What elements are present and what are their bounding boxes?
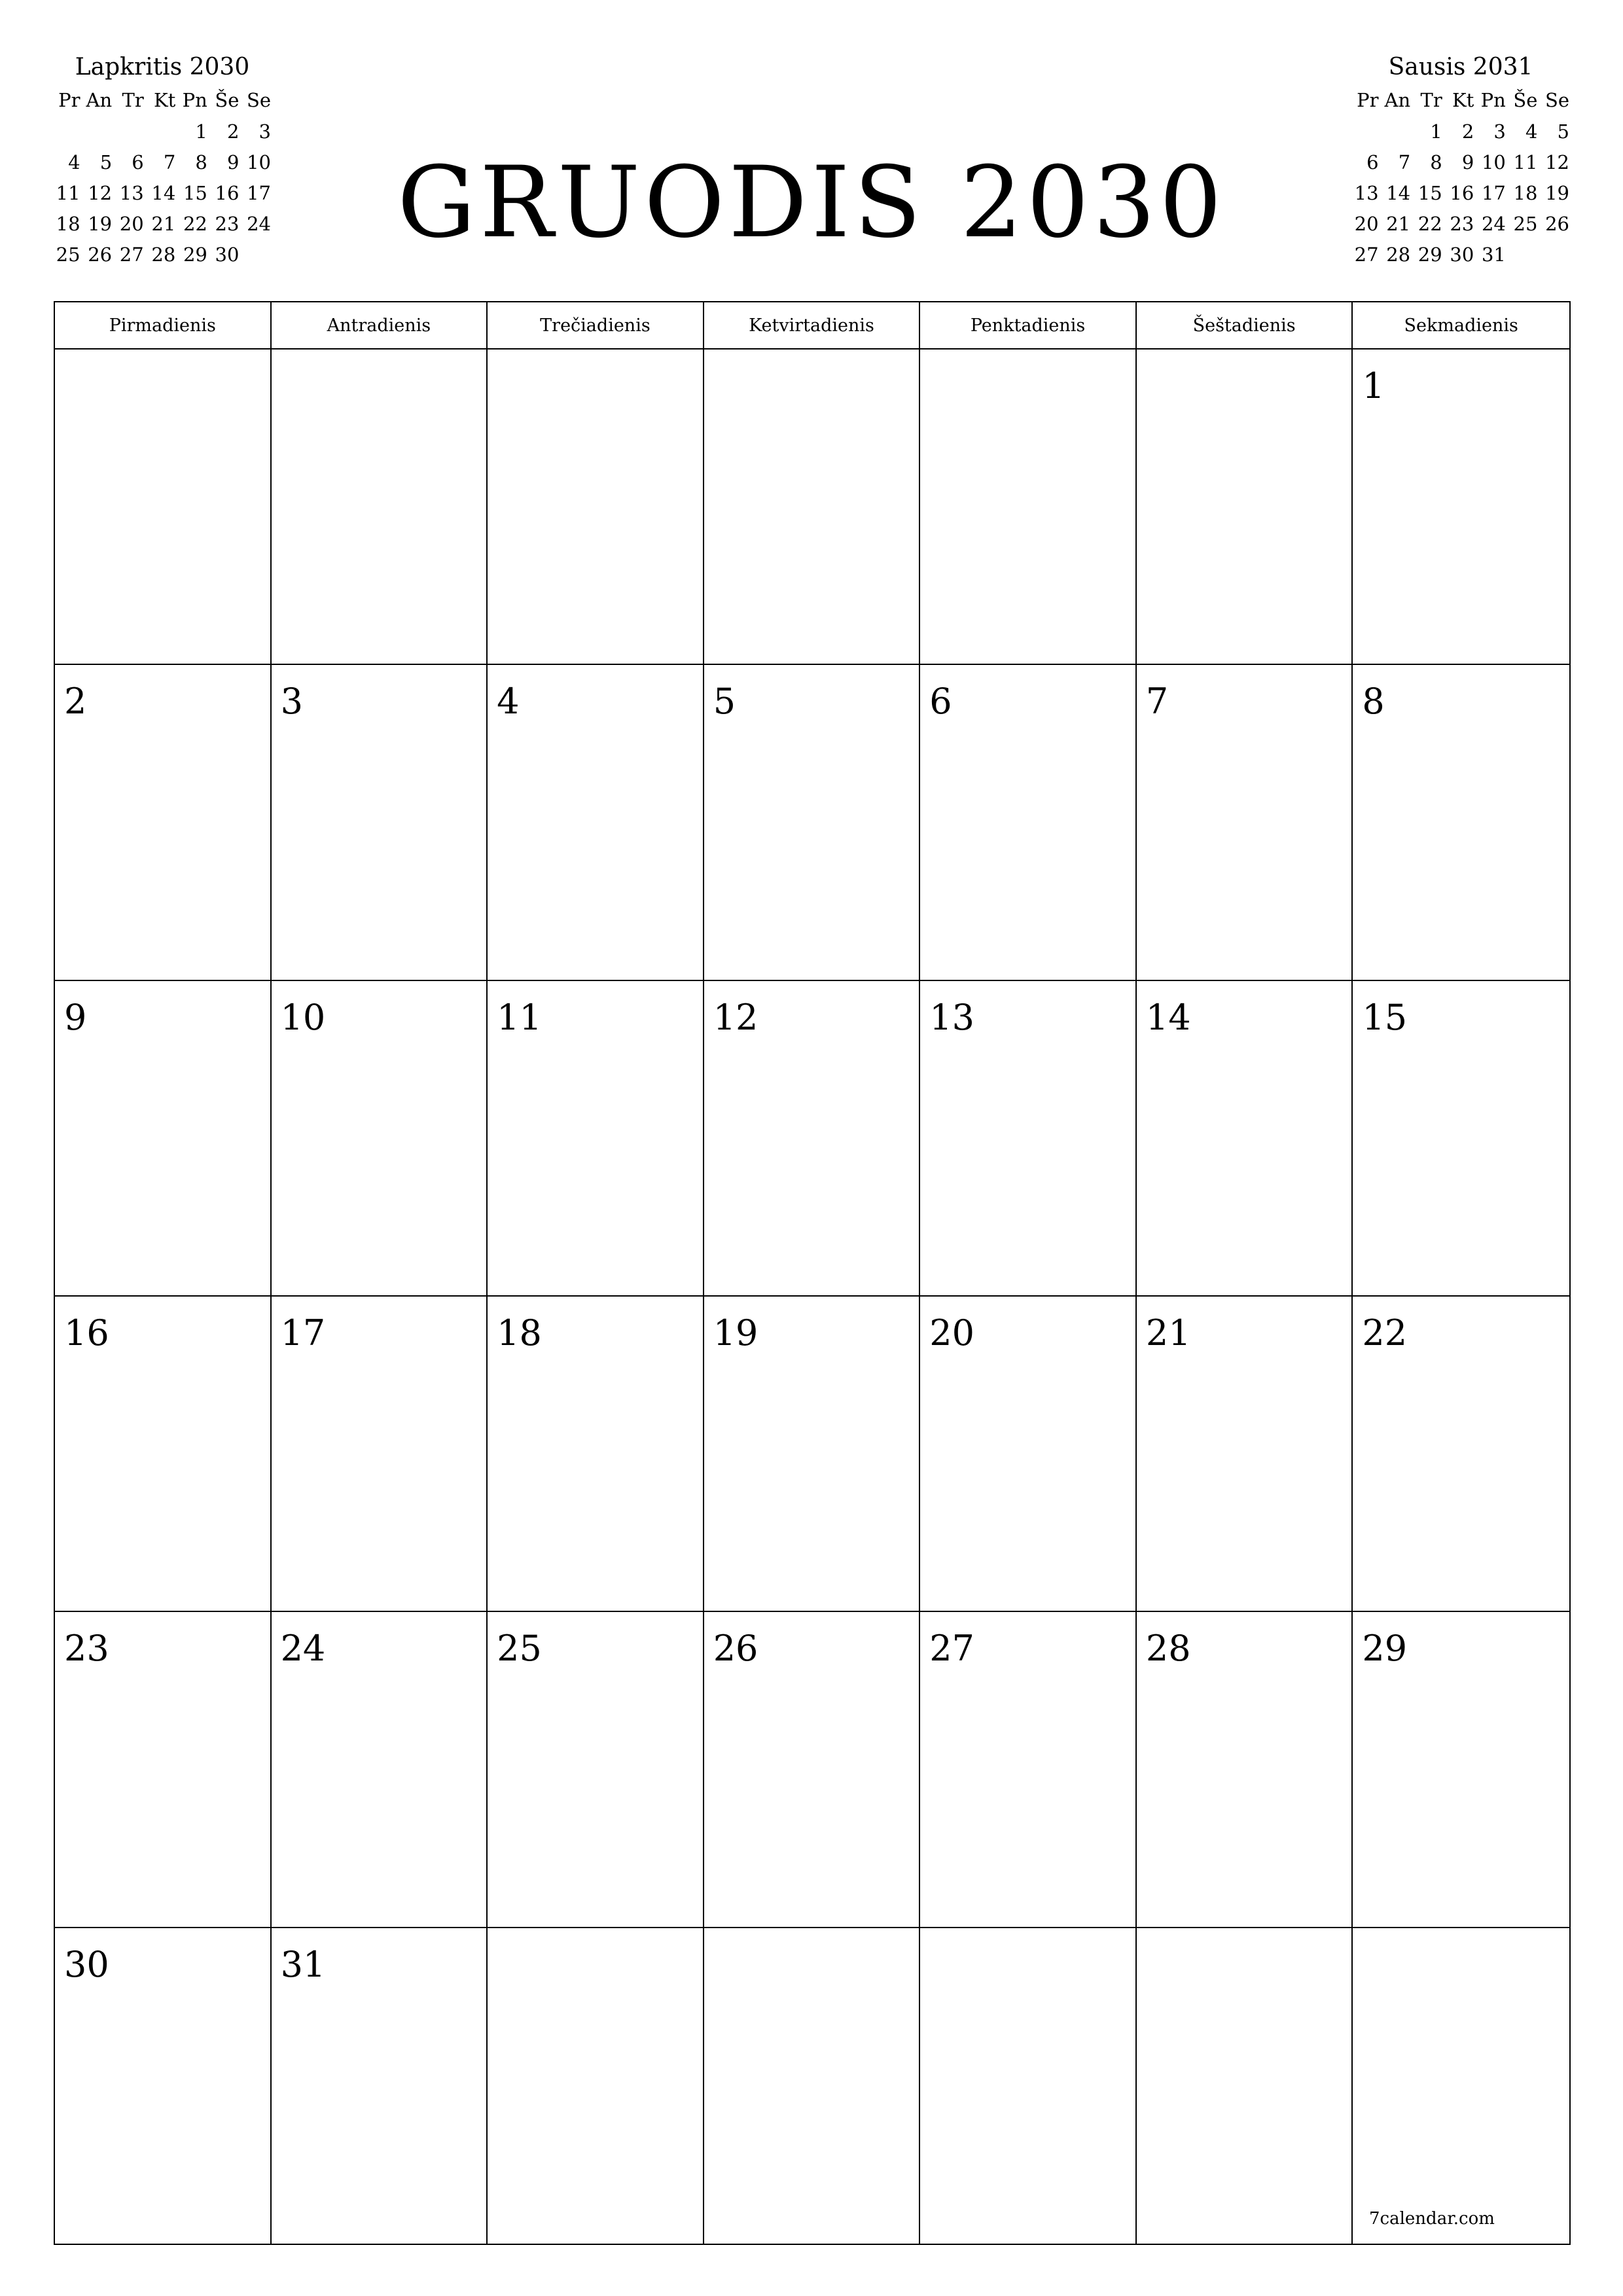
day-number: 30: [64, 1943, 109, 1985]
weekday-header: Trečiadienis: [488, 302, 704, 350]
day-cell: [920, 350, 1137, 665]
mini-calendar-title: Lapkritis 2030: [75, 54, 250, 81]
mini-weekday: Tr: [122, 89, 144, 111]
mini-weekday: Kt: [153, 89, 176, 111]
day-number: 19: [713, 1312, 758, 1354]
day-number: 21: [1145, 1312, 1191, 1354]
day-number: 18: [497, 1312, 542, 1354]
mini-day: 20: [1354, 213, 1379, 235]
day-cell: [1353, 665, 1569, 980]
mini-weekday: Še: [215, 89, 240, 111]
day-number: 2: [64, 681, 87, 723]
day-cell: [704, 665, 921, 980]
day-cell: [55, 665, 272, 980]
day-number: 12: [713, 996, 758, 1038]
mini-weekday: An: [86, 89, 113, 111]
day-cell: [920, 981, 1137, 1297]
mini-weekday: Pr: [58, 89, 80, 111]
day-cell: [704, 1928, 921, 2244]
mini-day: 4: [1525, 120, 1538, 143]
day-number: 11: [497, 996, 542, 1038]
mini-day: [1508, 240, 1541, 270]
day-cell: [272, 1612, 488, 1928]
mini-weekday: An: [1384, 89, 1411, 111]
mini-day: [241, 240, 274, 270]
mini-day: 13: [1354, 182, 1379, 204]
mini-day: 19: [88, 213, 113, 235]
mini-weekday: Pr: [1357, 89, 1379, 111]
day-number: 28: [1145, 1628, 1191, 1670]
day-cell: [1137, 665, 1353, 980]
day-number: 26: [713, 1628, 758, 1670]
mini-day: 11: [56, 182, 80, 204]
weekday-header: Sekmadienis: [1353, 302, 1569, 350]
day-cell: [704, 981, 921, 1297]
day-cell: [920, 1612, 1137, 1928]
day-cell: [920, 1297, 1137, 1612]
weekday-header: Šeštadienis: [1137, 302, 1353, 350]
day-cell: [272, 665, 488, 980]
mini-weekday: Se: [246, 89, 271, 111]
day-number: 23: [64, 1628, 109, 1670]
day-cell: [1353, 1297, 1569, 1612]
day-cell: [272, 981, 488, 1297]
mini-day: [1382, 117, 1414, 147]
mini-day: 9: [1461, 151, 1474, 173]
mini-day: 1: [195, 120, 207, 143]
mini-calendar-grid: [1349, 84, 1572, 270]
month-grid: [54, 301, 1571, 2245]
mini-day: 21: [151, 213, 176, 235]
mini-day: 7: [163, 151, 176, 173]
day-number: 6: [929, 681, 952, 723]
day-cell: [488, 981, 704, 1297]
day-cell: [1353, 350, 1569, 665]
mini-calendar-grid: [51, 84, 274, 270]
day-number: 20: [929, 1312, 974, 1354]
mini-day: 16: [215, 182, 240, 204]
mini-day: 14: [1386, 182, 1411, 204]
day-cell: [272, 1297, 488, 1612]
mini-day: 23: [1450, 213, 1474, 235]
day-number: 1: [1362, 365, 1385, 406]
mini-day: 4: [68, 151, 80, 173]
mini-day: [147, 117, 179, 147]
mini-day: 15: [1418, 182, 1442, 204]
mini-calendar-prev-month: [51, 51, 274, 270]
mini-day: 9: [226, 151, 240, 173]
mini-day: 27: [119, 243, 144, 266]
mini-day: 21: [1386, 213, 1411, 235]
day-cell: [55, 1928, 272, 2244]
day-cell: [488, 350, 704, 665]
day-number: 5: [713, 681, 736, 723]
day-cell: [488, 1297, 704, 1612]
day-cell: [920, 1928, 1137, 2244]
day-number: 4: [497, 681, 520, 723]
mini-day: 31: [1481, 243, 1506, 266]
day-number: 3: [280, 681, 303, 723]
mini-day: 26: [1545, 213, 1569, 235]
day-cell: [272, 1928, 488, 2244]
mini-day: 22: [183, 213, 207, 235]
mini-day: 12: [1545, 151, 1569, 173]
day-cell: [1137, 1612, 1353, 1928]
mini-day: 25: [56, 243, 80, 266]
day-cell: [1353, 1928, 1569, 2244]
mini-day: 15: [183, 182, 207, 204]
day-cell: [55, 981, 272, 1297]
mini-day: 5: [99, 151, 113, 173]
page-title: GRUODIS 2030: [397, 146, 1226, 260]
day-number: 15: [1362, 996, 1408, 1038]
day-number: 10: [280, 996, 326, 1038]
site-credit: 7calendar.com: [1369, 2209, 1495, 2229]
weekday-header: Antradienis: [272, 302, 488, 350]
mini-calendar-title: Sausis 2031: [1388, 54, 1533, 81]
mini-day: 18: [56, 213, 80, 235]
weekday-header: Ketvirtadienis: [704, 302, 921, 350]
mini-day: 3: [1493, 120, 1506, 143]
mini-weekday: Tr: [1420, 89, 1442, 111]
mini-day: 17: [1481, 182, 1506, 204]
day-cell: [272, 350, 488, 665]
day-cell: [1137, 981, 1353, 1297]
day-cell: [488, 1928, 704, 2244]
weekday-header: Penktadienis: [920, 302, 1137, 350]
mini-day: [1540, 240, 1572, 270]
day-cell: [55, 1297, 272, 1612]
mini-day: 5: [1557, 120, 1569, 143]
mini-day: 30: [1450, 243, 1474, 266]
day-cell: [704, 1612, 921, 1928]
mini-day: 28: [151, 243, 176, 266]
mini-day: 24: [1481, 213, 1506, 235]
mini-weekday: Kt: [1452, 89, 1474, 111]
day-number: 27: [929, 1628, 974, 1670]
mini-day: 22: [1418, 213, 1442, 235]
day-cell: [704, 350, 921, 665]
mini-calendar-next-month: [1349, 51, 1572, 270]
weekday-header: Pirmadienis: [55, 302, 272, 350]
mini-day: 27: [1354, 243, 1379, 266]
day-number: 13: [929, 996, 974, 1038]
mini-day: 12: [88, 182, 113, 204]
mini-day: 18: [1513, 182, 1538, 204]
day-number: 25: [497, 1628, 542, 1670]
mini-day: 14: [151, 182, 176, 204]
day-number: 31: [280, 1943, 326, 1985]
day-number: 9: [64, 996, 87, 1038]
day-cell: [1137, 1928, 1353, 2244]
mini-day: 23: [215, 213, 240, 235]
day-cell: [1137, 1297, 1353, 1612]
day-cell: [1353, 981, 1569, 1297]
mini-day: 1: [1430, 120, 1442, 143]
day-cell: [1353, 1612, 1569, 1928]
mini-day: 28: [1386, 243, 1411, 266]
day-number: 29: [1362, 1628, 1408, 1670]
mini-day: 10: [1481, 151, 1506, 173]
mini-day: 2: [1461, 120, 1474, 143]
mini-day: 29: [1418, 243, 1442, 266]
mini-day: 30: [215, 243, 240, 266]
day-cell: [55, 350, 272, 665]
mini-day: [1349, 117, 1382, 147]
day-number: 7: [1145, 681, 1169, 723]
day-number: 16: [64, 1312, 109, 1354]
mini-day: 13: [119, 182, 144, 204]
mini-day: 6: [1366, 151, 1379, 173]
mini-day: 26: [88, 243, 113, 266]
mini-day: 29: [183, 243, 207, 266]
mini-day: 16: [1450, 182, 1474, 204]
mini-weekday: Še: [1513, 89, 1538, 111]
mini-weekday: Pn: [1480, 89, 1506, 111]
mini-day: [83, 117, 115, 147]
day-cell: [488, 665, 704, 980]
mini-day: 8: [1430, 151, 1442, 173]
day-cell: [488, 1612, 704, 1928]
mini-day: [51, 117, 83, 147]
mini-day: 17: [247, 182, 271, 204]
mini-day: 11: [1513, 151, 1538, 173]
day-cell: [920, 665, 1137, 980]
mini-day: 7: [1398, 151, 1411, 173]
mini-day: 24: [247, 213, 271, 235]
day-cell: [55, 1612, 272, 1928]
mini-day: 10: [247, 151, 271, 173]
day-number: 17: [280, 1312, 326, 1354]
day-number: 22: [1362, 1312, 1408, 1354]
mini-day: 25: [1513, 213, 1538, 235]
day-cell: [704, 1297, 921, 1612]
day-number: 8: [1362, 681, 1385, 723]
mini-weekday: Pn: [182, 89, 207, 111]
mini-day: [115, 117, 147, 147]
day-number: 24: [280, 1628, 326, 1670]
mini-day: 20: [119, 213, 144, 235]
mini-day: 2: [226, 120, 240, 143]
mini-day: 8: [195, 151, 207, 173]
day-cell: [1137, 350, 1353, 665]
mini-day: 6: [132, 151, 144, 173]
mini-weekday: Se: [1544, 89, 1569, 111]
mini-day: 19: [1545, 182, 1569, 204]
mini-day: 3: [259, 120, 271, 143]
day-number: 14: [1145, 996, 1191, 1038]
